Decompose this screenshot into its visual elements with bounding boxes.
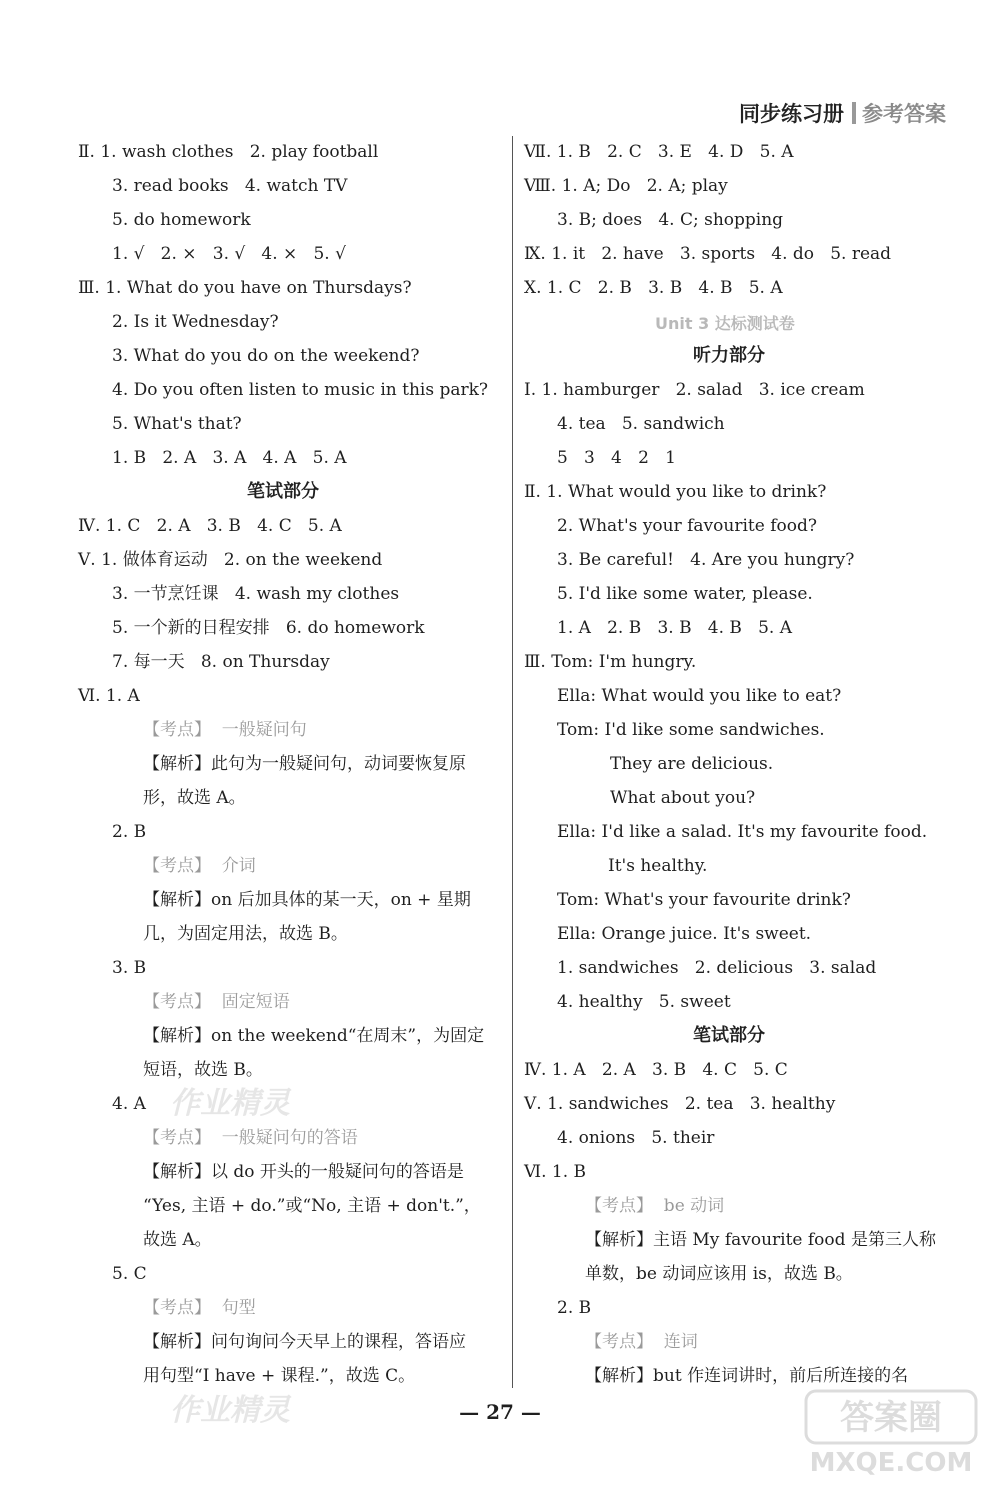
watermark-text-2: 作业精灵 (170, 1393, 290, 1428)
column-divider (512, 136, 513, 1388)
answer-line: 3. B; does 4. C; shopping (557, 210, 784, 230)
answer-line: 1. √ 2. × 3. √ 4. × 5. √ (112, 244, 346, 264)
answer-line: 5. do homework (112, 210, 251, 230)
answer-line: 4. tea 5. sandwich (557, 414, 725, 434)
header-subtitle: 参考答案 (862, 102, 946, 126)
key-point-line: 【考点】 句型 (143, 1298, 256, 1318)
answer-line: Ⅱ. 1. wash clothes 2. play football (78, 142, 379, 162)
answer-line: Ⅹ. 1. C 2. B 3. B 4. B 5. A (524, 278, 783, 298)
answer-line: Ⅲ. 1. What do you have on Thursdays? (78, 278, 412, 298)
answer-line: Ⅳ. 1. A 2. A 3. B 4. C 5. C (524, 1060, 788, 1080)
answer-line: 【解析】on the weekend“在周末”，为固定 (143, 1026, 485, 1046)
answer-line: 4. Do you often listen to music in this park? (112, 380, 489, 400)
watermark-text: 作业精灵 (170, 1086, 290, 1121)
answer-line: 1. sandwiches 2. delicious 3. salad (557, 958, 877, 978)
answer-line: Ⅲ. Tom: I'm hungry. (524, 652, 697, 672)
answer-line: 【解析】此句为一般疑问句，动词要恢复原 (143, 754, 466, 774)
answer-line: 2. B (557, 1298, 592, 1318)
answer-line: 3. What do you do on the weekend? (112, 346, 420, 366)
key-point-line: 【考点】 一般疑问句 (143, 720, 307, 740)
answer-line: 5 3 4 2 1 (557, 448, 676, 468)
key-point-line: 【考点】 一般疑问句的答语 (143, 1128, 358, 1148)
answer-line: Ⅷ. 1. A; Do 2. A; play (524, 176, 728, 196)
answer-line: 3. 一节烹饪课 4. wash my clothes (112, 584, 400, 604)
answer-line: 【解析】主语 My favourite food 是第三人称 (585, 1230, 936, 1250)
answer-line: 5. 一个新的日程安排 6. do homework (112, 618, 425, 638)
key-point-line: 【考点】 介词 (143, 856, 256, 876)
answer-line: What about you? (610, 788, 756, 808)
header-divider (852, 102, 856, 124)
answer-line: 3. read books 4. watch TV (112, 176, 348, 196)
site-logo-watermark (786, 1383, 986, 1483)
page-number: — 27 — (459, 1400, 541, 1424)
answer-line: 5. I'd like some water, please. (557, 584, 813, 604)
answer-line: 4. healthy 5. sweet (557, 992, 731, 1012)
answer-line: 1. A 2. B 3. B 4. B 5. A (557, 618, 792, 638)
answer-line: It's healthy. (608, 856, 708, 876)
answer-line: 用句型“I have + 课程.”，故选 C。 (143, 1366, 416, 1386)
answer-line: 形，故选 A。 (143, 788, 246, 808)
answer-line: Ⅴ. 1. 做体育运动 2. on the weekend (78, 550, 383, 570)
logo-bottom-text: MXQE.COM (809, 1448, 973, 1478)
answer-line: 几，为固定用法，故选 B。 (143, 924, 348, 944)
answer-line: Tom: I'd like some sandwiches. (557, 720, 825, 740)
header-title: 同步练习册 (739, 102, 844, 126)
answer-line: They are delicious. (610, 754, 774, 774)
answer-line: 5. What's that? (112, 414, 242, 434)
unit-title: Unit 3 达标测试卷 (655, 314, 795, 333)
answer-line: Ⅴ. 1. sandwiches 2. tea 3. healthy (524, 1094, 836, 1114)
answer-line: 【解析】on 后加具体的某一天，on + 星期 (143, 890, 471, 910)
answer-line: 2. What's your favourite food? (557, 516, 817, 536)
answer-line: Ⅵ. 1. A (78, 686, 140, 706)
answer-line: 【解析】以 do 开头的一般疑问句的答语是 (143, 1162, 464, 1182)
key-point-line: 【考点】 be 动词 (585, 1196, 725, 1216)
answer-line: Ⅱ. 1. What would you like to drink? (524, 482, 827, 502)
answer-line: Ⅰ. 1. hamburger 2. salad 3. ice cream (524, 380, 865, 400)
answer-line: Ella: Orange juice. It's sweet. (557, 924, 812, 944)
answer-line: 4. onions 5. their (557, 1128, 715, 1148)
answer-line: 【解析】but 作连词讲时，前后所连接的名 (585, 1366, 909, 1386)
answer-line: 2. Is it Wednesday? (112, 312, 279, 332)
answer-line: 7. 每一天 8. on Thursday (112, 652, 330, 672)
answer-line: 2. B (112, 822, 147, 842)
answer-line: 单数，be 动词应该用 is，故选 B。 (585, 1264, 853, 1284)
answer-line: Ella: I'd like a salad. It's my favourite food. (557, 822, 928, 842)
key-point-line: 【考点】 固定短语 (143, 992, 290, 1012)
page-header (739, 98, 946, 128)
answer-line: Ⅸ. 1. it 2. have 3. sports 4. do 5. read (524, 244, 892, 264)
answer-line: “Yes, 主语 + do.”或“No, 主语 + don't.”， (143, 1196, 481, 1216)
key-point-line: 【考点】 连词 (585, 1332, 698, 1352)
logo-top-text: 答案圈 (840, 1398, 942, 1438)
answer-line: 4. A (112, 1094, 146, 1114)
answer-line: Ⅳ. 1. C 2. A 3. B 4. C 5. A (78, 516, 342, 536)
answer-line: 5. C (112, 1264, 147, 1284)
answer-line: Ella: What would you like to eat? (557, 686, 842, 706)
section-heading: 听力部分 (693, 345, 765, 366)
answer-line: 3. Be careful! 4. Are you hungry? (557, 550, 855, 570)
answer-line: Ⅶ. 1. B 2. C 3. E 4. D 5. A (524, 142, 794, 162)
section-heading: 笔试部分 (247, 481, 319, 502)
answer-line: 3. B (112, 958, 147, 978)
answer-line: 1. B 2. A 3. A 4. A 5. A (112, 448, 347, 468)
answer-line: Tom: What's your favourite drink? (557, 890, 851, 910)
answer-line: Ⅵ. 1. B (524, 1162, 587, 1182)
answer-line: 【解析】问句询问今天早上的课程，答语应 (143, 1332, 466, 1352)
answer-line: 故选 A。 (143, 1230, 212, 1250)
answer-line: 短语，故选 B。 (143, 1060, 263, 1080)
section-heading: 笔试部分 (693, 1025, 765, 1046)
